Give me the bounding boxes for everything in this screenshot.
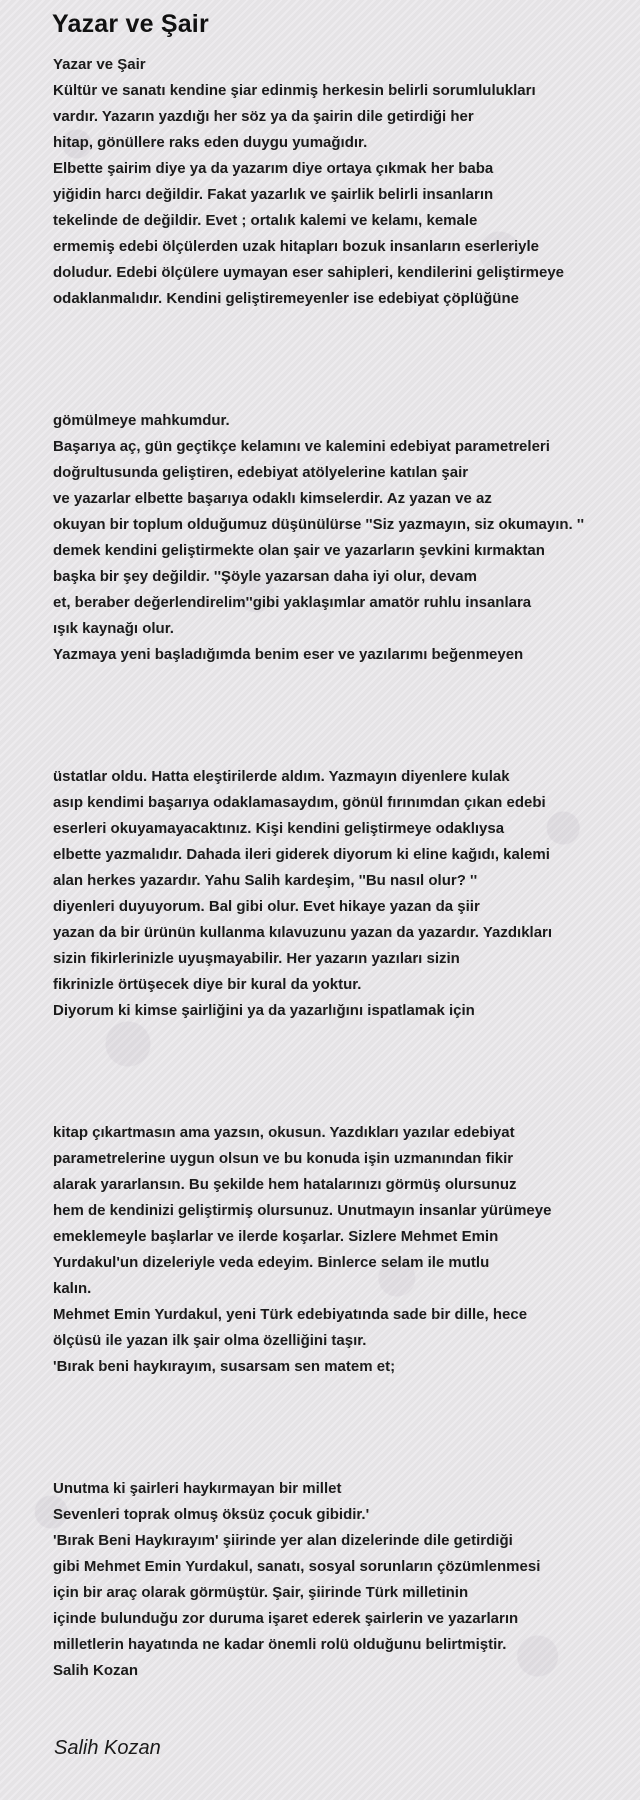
stanza-3 [53, 764, 633, 1024]
poem-line: doludur. Edebi ölçülere uymayan eser sahipleri, kendilerini geliştirmeye [53, 264, 565, 281]
stanza-gap [53, 1024, 633, 1120]
poem-line: parametrelerine uygun olsun ve bu konuda işin uzmanından fikir [53, 1150, 514, 1167]
poem-line: ve yazarlar elbette başarıya odaklı kimselerdir. Az yazan ve az [53, 490, 492, 507]
poem-line: asıp kendimi başarıya odaklamasaydım, gönül fırınımdan çıkan edebi [53, 794, 546, 811]
poem-line: ermemiş edebi ölçülerden uzak hitapları bozuk insanların eserleriyle [53, 238, 540, 255]
poem-line: et, beraber değerlendirelim''gibi yaklaşımlar amatör ruhlu insanlara [53, 594, 532, 611]
stanza-1 [53, 52, 633, 312]
poem-line: okuyan bir toplum olduğumuz düşünülürse ''Siz yazmayın, siz okumayın. '' [53, 516, 585, 533]
poem-line: kalın. [53, 1280, 92, 1297]
poem-body [53, 52, 633, 1684]
poem-line: Kültür ve sanatı kendine şiar edinmiş herkesin belirli sorumlulukları [53, 82, 536, 99]
poem-line: Sevenleri toprak olmuş öksüz çocuk gibidir.' [53, 1506, 370, 1523]
poem-line: ölçüsü ile yazan ilk şair olma özelliğini taşır. [53, 1332, 367, 1349]
poem-line: hitap, gönüllere raks eden duygu yumağıdır. [53, 134, 368, 151]
poem-line: fikrinizle örtüşecek diye bir kural da yoktur. [53, 976, 362, 993]
poem-line: Mehmet Emin Yurdakul, yeni Türk edebiyatında sade bir dille, hece [53, 1306, 528, 1323]
poem-line: eserleri okuyamayacaktınız. Kişi kendini geliştirmeye odaklıysa [53, 820, 505, 837]
poem-line: gömülmeye mahkumdur. [53, 412, 230, 429]
poem-line: alarak yararlansın. Bu şekilde hem hatalarınızı görmüş olursunuz [53, 1176, 517, 1193]
poem-line: Salih Kozan [53, 1662, 139, 1679]
poem-line: odaklanmalıdır. Kendini geliştiremeyenler ise edebiyat çöplüğüne [53, 290, 519, 307]
poem-line: için bir araç olarak görmüştür. Şair, şiirinde Türk milletinin [53, 1584, 469, 1601]
poem-line: ışık kaynağı olur. [53, 620, 174, 637]
poem-line: Yurdakul'un dizeleriyle veda edeyim. Binlerce selam ile mutlu [53, 1254, 490, 1271]
poem-line: üstatlar oldu. Hatta eleştirilerde aldım. Yazmayın diyenlere kulak [53, 768, 510, 785]
poem-line: demek kendini geliştirmekte olan şair ve yazarların şevkini kırmaktan [53, 542, 545, 559]
poem-line: 'Bırak beni haykırayım, susarsam sen matem et; [53, 1358, 396, 1375]
poem-line: içinde bulunduğu zor duruma işaret ederek şairlerin ve yazarların [53, 1610, 519, 1627]
stanza-gap [53, 312, 633, 408]
poem-line: Yazar ve Şair [53, 56, 146, 73]
poem-line: emeklemeyle başlarlar ve ilerde koşarlar. Sizlere Mehmet Emin [53, 1228, 499, 1245]
stanza-4 [53, 1120, 633, 1380]
poem-line: 'Bırak Beni Haykırayım' şiirinde yer alan dizelerinde dile getirdiği [53, 1532, 513, 1549]
poem-line: Başarıya aç, gün geçtikçe kelamını ve kalemini edebiyat parametreleri [53, 438, 550, 455]
poem-line: elbette yazmalıdır. Dahada ileri giderek diyorum ki eline kağıdı, kalemi [53, 846, 550, 863]
poem-line: diyenleri duyuyorum. Bal gibi olur. Evet hikaye yazan da şiir [53, 898, 480, 915]
poem-line: vardır. Yazarın yazdığı her söz ya da şairin dile getirdiği her [53, 108, 474, 125]
stanza-5 [53, 1476, 633, 1684]
stanza-2 [53, 408, 633, 668]
poem-line: yazan da bir ürünün kullanma kılavuzunu yazan da yazardır. Yazdıkları [53, 924, 553, 941]
poem-line: hem de kendinizi geliştirmiş olursunuz. Unutmayın insanlar yürümeye [53, 1202, 552, 1219]
page-title: Yazar ve Şair [52, 10, 209, 38]
poem-line: milletlerin hayatında ne kadar önemli rolü olduğunu belirtmiştir. [53, 1636, 507, 1653]
poem-line: kitap çıkartmasın ama yazsın, okusun. Yazdıkları yazılar edebiyat [53, 1124, 515, 1141]
poem-line: alan herkes yazardır. Yahu Salih kardeşim, ''Bu nasıl olur? '' [53, 872, 478, 889]
poem-line: yiğidin harcı değildir. Fakat yazarlık ve şairlik belirli insanların [53, 186, 494, 203]
poem-line: Unutma ki şairleri haykırmayan bir millet [53, 1480, 342, 1497]
poem-line: doğrultusunda geliştiren, edebiyat atölyelerine katılan şair [53, 464, 469, 481]
stanza-gap [53, 668, 633, 764]
poem-line: tekelinde de değildir. Evet ; ortalık kalemi ve kelamı, kemale [53, 212, 478, 229]
poem-line: Elbette şairim diye ya da yazarım diye ortaya çıkmak her baba [53, 160, 494, 177]
author-signature: Salih Kozan [54, 1737, 161, 1759]
stanza-gap [53, 1380, 633, 1476]
poem-line: Yazmaya yeni başladığımda benim eser ve yazılarımı beğenmeyen [53, 646, 524, 663]
poem-line: gibi Mehmet Emin Yurdakul, sanatı, sosyal sorunların çözümlenmesi [53, 1558, 541, 1575]
poem-line: Diyorum ki kimse şairliğini ya da yazarlığını ispatlamak için [53, 1002, 475, 1019]
poem-line: sizin fikirlerinizle uyuşmayabilir. Her yazarın yazıları sizin [53, 950, 460, 967]
poem-line: başka bir şey değildir. ''Şöyle yazarsan daha iyi olur, devam [53, 568, 477, 585]
